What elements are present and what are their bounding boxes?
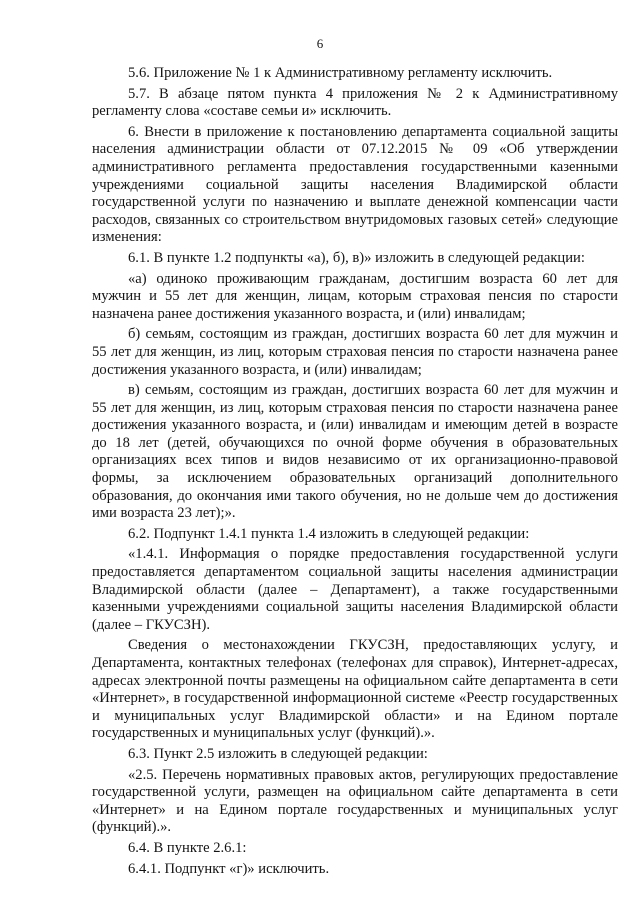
paragraph-2-5: «2.5. Перечень нормативных правовых актов, регулирующих предоставление государственной услуги, размещен на официальном сайте департамента в сети «Интернет» и на Едином портале государственных и муниципальных услуг (функций).». (92, 766, 618, 836)
paragraph-6-1-v: в) семьям, состоящим из граждан, достигших возраста 60 лет для мужчин и 55 лет для женщин, из лиц, которым страховая пенсия по старости назначена ранее достижения указанного возраста, и (или) инвалидам и имеющим детей в возрасте до 18 лет (детей, обучающихся по очной форме обучения в образовательных организациях всех типов и видов независимо от их организационно-правовой формы, за исключением образовательных организаций дополнительного образования, до окончания ими такого обучения, но не дольше чем до достижения ими возраста 23 лет);». (92, 382, 618, 522)
paragraph-6-2: 6.2. Подпункт 1.4.1 пункта 1.4 изложить в следующей редакции: (128, 525, 530, 542)
paragraph-6-4: 6.4. В пункте 2.6.1: (128, 839, 247, 856)
paragraph-5-7: 5.7. В абзаце пятом пункта 4 приложения № 2 к Административному регламенту слова «составе семьи и» исключить. (92, 85, 618, 120)
page-number: 6 (316, 36, 324, 51)
paragraph-6-1: 6.1. В пункте 1.2 подпункты «а), б), в)» изложить в следующей редакции: (128, 249, 585, 266)
paragraph-6-3: 6.3. Пункт 2.5 изложить в следующей редакции: (128, 745, 428, 762)
paragraph-5-6: 5.6. Приложение № 1 к Административному регламенту исключить. (128, 65, 553, 81)
paragraph-6-1-a: «а) одиноко проживающим гражданам, достигшим возраста 60 лет для мужчин и 55 лет для женщин, лицам, которым страховая пенсия по старости назначена ранее достижения указанного возраста, и (или) инвалидам; (92, 270, 618, 322)
paragraph-1-4-1: «1.4.1. Информация о порядке предоставления государственной услуги предоставляется департаментом социальной защиты населения администрации Владимирской области (далее – Департамент), а также государственными казенными учреждениями социальной защиты населения Владимирской области (далее – ГКУСЗН). (92, 546, 618, 633)
paragraph-6-1-b: б) семьям, состоящим из граждан, достигших возраста 60 лет для мужчин и 55 лет для женщин, из лиц, которым страховая пенсия по старости назначена ранее достижения указанного возраста, и (или) инвалидам; (92, 326, 618, 378)
paragraph-6-4-1: 6.4.1. Подпункт «г)» исключить. (128, 860, 330, 877)
paragraph-6: 6. Внести в приложение к постановлению департамента социальной защиты населения администрации области от 07.12.2015 № 09 «Об утверждении административного регламента предоставления государственными казенными учреждениями социальной защиты населения Владимирской области государственной услуги по назначению и выплате денежной компенсации части расходов, связанных со строительством внутридомовых газовых сетей» следующие изменения: (92, 123, 618, 246)
document-body (92, 65, 618, 878)
paragraph-contacts: Сведения о местонахождении ГКУСЗН, предоставляющих услугу, и Департамента, контактных телефонах (телефонах для справок), Интернет-адресах, адресах электронной почты размещены на официальном сайте департамента в сети «Интернет», в государственной информационной системе «Реестр государственных и муниципальных услуг Владимирской области» и на Едином портале государственных и муниципальных услуг (функций).». (92, 637, 618, 742)
